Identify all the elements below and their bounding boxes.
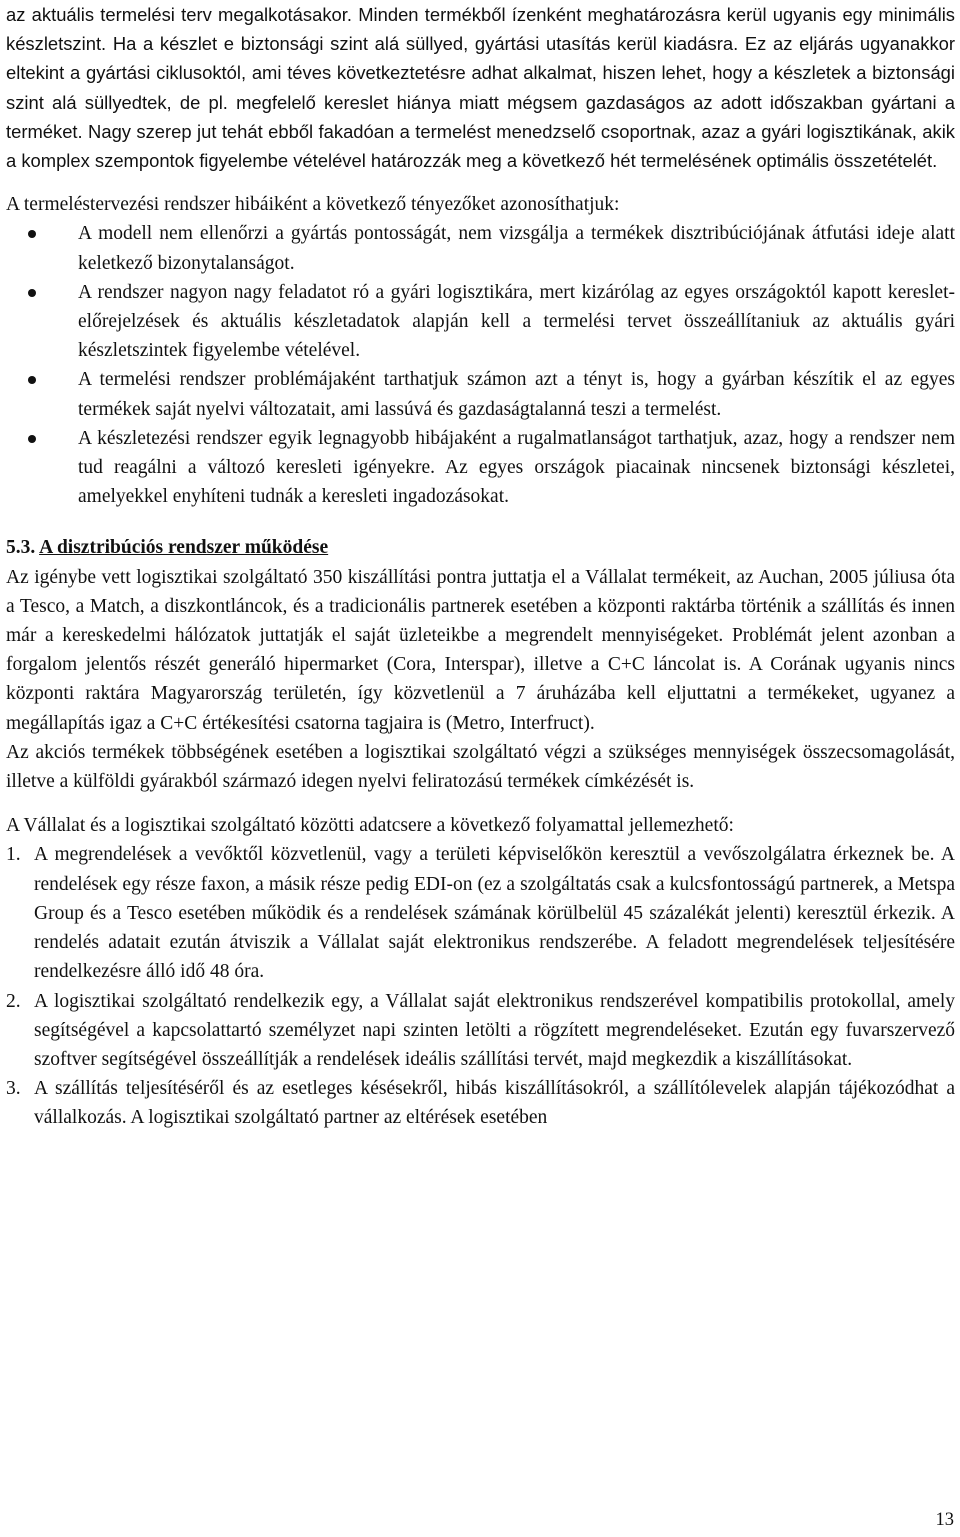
bullet-text: A termelési rendszer problémájaként tarthatjuk számon azt a tényt is, hogy a gyárban készítik el az egyes termékek saját nyelvi változatait, ami lassúvá és gazdaságtalanná teszi a termelést. — [78, 369, 955, 420]
bullet-item — [6, 365, 955, 423]
section-heading — [6, 533, 955, 562]
step-item — [6, 1074, 955, 1132]
step-item — [6, 840, 955, 986]
bullet-item — [6, 278, 955, 366]
errors-bullet-list — [6, 219, 955, 511]
step-text: A megrendelések a vevőktől közvetlenül, vagy a területi képviselőkön keresztül a vevőszolgálatra érkeznek be. A rendelések egy része faxon, a másik része pedig EDI-on (ez a szolgáltatás csak a kulcsfontosságú partnerek, a Metspa Group és a Tesco esetében működik és a rendelések számának körülbelül 45 százalékát jelenti) keresztül érkezik. A rendelés adatait ezután átviszik a Vállalat saját elektronikus rendszerébe. A feladott megrendelések teljesítésére rendelkezésre álló idő 48 óra. — [34, 844, 955, 983]
bullet-item — [6, 424, 955, 512]
bullet-text: A készletezési rendszer egyik legnagyobb hibájaként a rugalmatlanságot tarthatjuk, azaz, hogy a rendszer nem tud reagálni a változó keresleti igényekre. Az egyes országok piacainak nincsenek biztonsági készletei, amelyekkel enyhíteni tudnák a keresleti ingadozásokat. — [78, 427, 955, 508]
step-text: A szállítás teljesítéséről és az esetleges késésekről, hibás kiszállításokról, a szállítólevelek alapján tájékozódhat a vállalkozás. A logisztikai szolgáltató partner az eltérések esetében — [34, 1078, 955, 1129]
step-number: 2. — [6, 990, 21, 1012]
bullet-text: A rendszer nagyon nagy feladatot ró a gyári logisztikára, mert kizárólag az egyes országoktól kapott kereslet-előrejelzések és aktuális készletadatok alapján kell a termelési tervet összeállítaniuk az aktuális gyári készletszintek figyelembe vételével. — [78, 281, 955, 362]
bullet-dot-icon — [28, 289, 36, 297]
section-title: A disztribúciós rendszer működése — [39, 537, 329, 559]
step-number: 1. — [6, 844, 21, 866]
step-number: 3. — [6, 1078, 21, 1100]
bullet-item — [6, 219, 955, 277]
exchange-steps-list — [6, 840, 955, 1132]
bullet-dot-icon — [28, 376, 36, 384]
bullet-dot-icon — [28, 435, 36, 443]
step-text: A logisztikai szolgáltató rendelkezik egy, a Vállalat saját elektronikus rendszerével kompatibilis protokollal, amely segítségével a kapcsolattartó személyzet napi szinten letölti a rögzített megrendeléseket. Ezután egy fuvarszervező szoftver segítségével összeállítják a rendelések ideális szállítási tervét, majd megkezdik a kiszállításokat. — [34, 990, 955, 1070]
step-item — [6, 987, 955, 1075]
bullet-text: A modell nem ellenőrzi a gyártás pontosságát, nem vizsgálja a termékek disztribúciójának átfutási ideje alatt keletkező bizonytalanságot. — [78, 223, 955, 274]
body-paragraph: Az akciós termékek többségének esetében a logisztikai szolgáltató végzi a szükséges mennyiségek összecsomagolását, illetve a külföldi gyárakból származó idegen nyelvi feliratozású termékek címkézését is. — [6, 741, 955, 793]
exchange-intro: A Vállalat és a logisztikai szolgáltató közötti adatcsere a következő folyamattal jellemezhető: — [6, 815, 734, 837]
page-number: 13 — [935, 1510, 954, 1530]
bullet-dot-icon — [28, 230, 36, 238]
body-paragraph: Az igénybe vett logisztikai szolgáltató 350 kiszállítási pontra juttatja el a Vállalat termékeit, az Auchan, 2005 júliusa óta a Tesco, a Match, a diszkontláncok, és a tradicionális partnerek esetében a központi raktárba történik a szállítás és innen már a kereskedelmi hálózatok juttatják el saját üzleteikbe a megrendelt mennyiségeket. Problémát jelent azonban a forgalom jelentős részét generáló hipermarket (Cora, Interspar), illetve a C+C láncolat is. A Corának ugyanis nincs központi raktára Magyarország területén, így közvetlenül a 7 áruházába kell eljuttatni a termékeket, ugyanez a megállapítás igaz a C+C értékesítési csatorna tagjaira is (Metro, Interfruct). — [6, 566, 955, 734]
section-number: 5.3. — [6, 537, 36, 559]
intro-paragraph: az aktuális termelési terv megalkotásakor. Minden termékből ízenként meghatározásra kerül ugyanis egy minimális készletszint. Ha a készlet e biztonsági szint alá süllyed, gyártási utasítás kerül kiadásra. Ez az eljárás ugyanakkor eltekint a gyártási ciklusoktól, ami téves következtetésre adhat alkalmat, hiszen lehet, hogy a készletek a biztonsági szint alá süllyedtek, de pl. megfelelő kereslet hiánya miatt mégsem gazdaságos az adott időszakban gyártani a terméket. Nagy szerep jut tehát ebből fakadóan a termelést menedzselő csoportnak, azaz a gyári logisztikának, akik a komplex szempontok figyelembe vételével határozzák meg a következő hét termelésének optimális összetételét. — [6, 4, 955, 172]
errors-intro: A termeléstervezési rendszer hibáiként a következő tényezőket azonosíthatjuk: — [6, 194, 620, 216]
document-page — [6, 0, 955, 1133]
